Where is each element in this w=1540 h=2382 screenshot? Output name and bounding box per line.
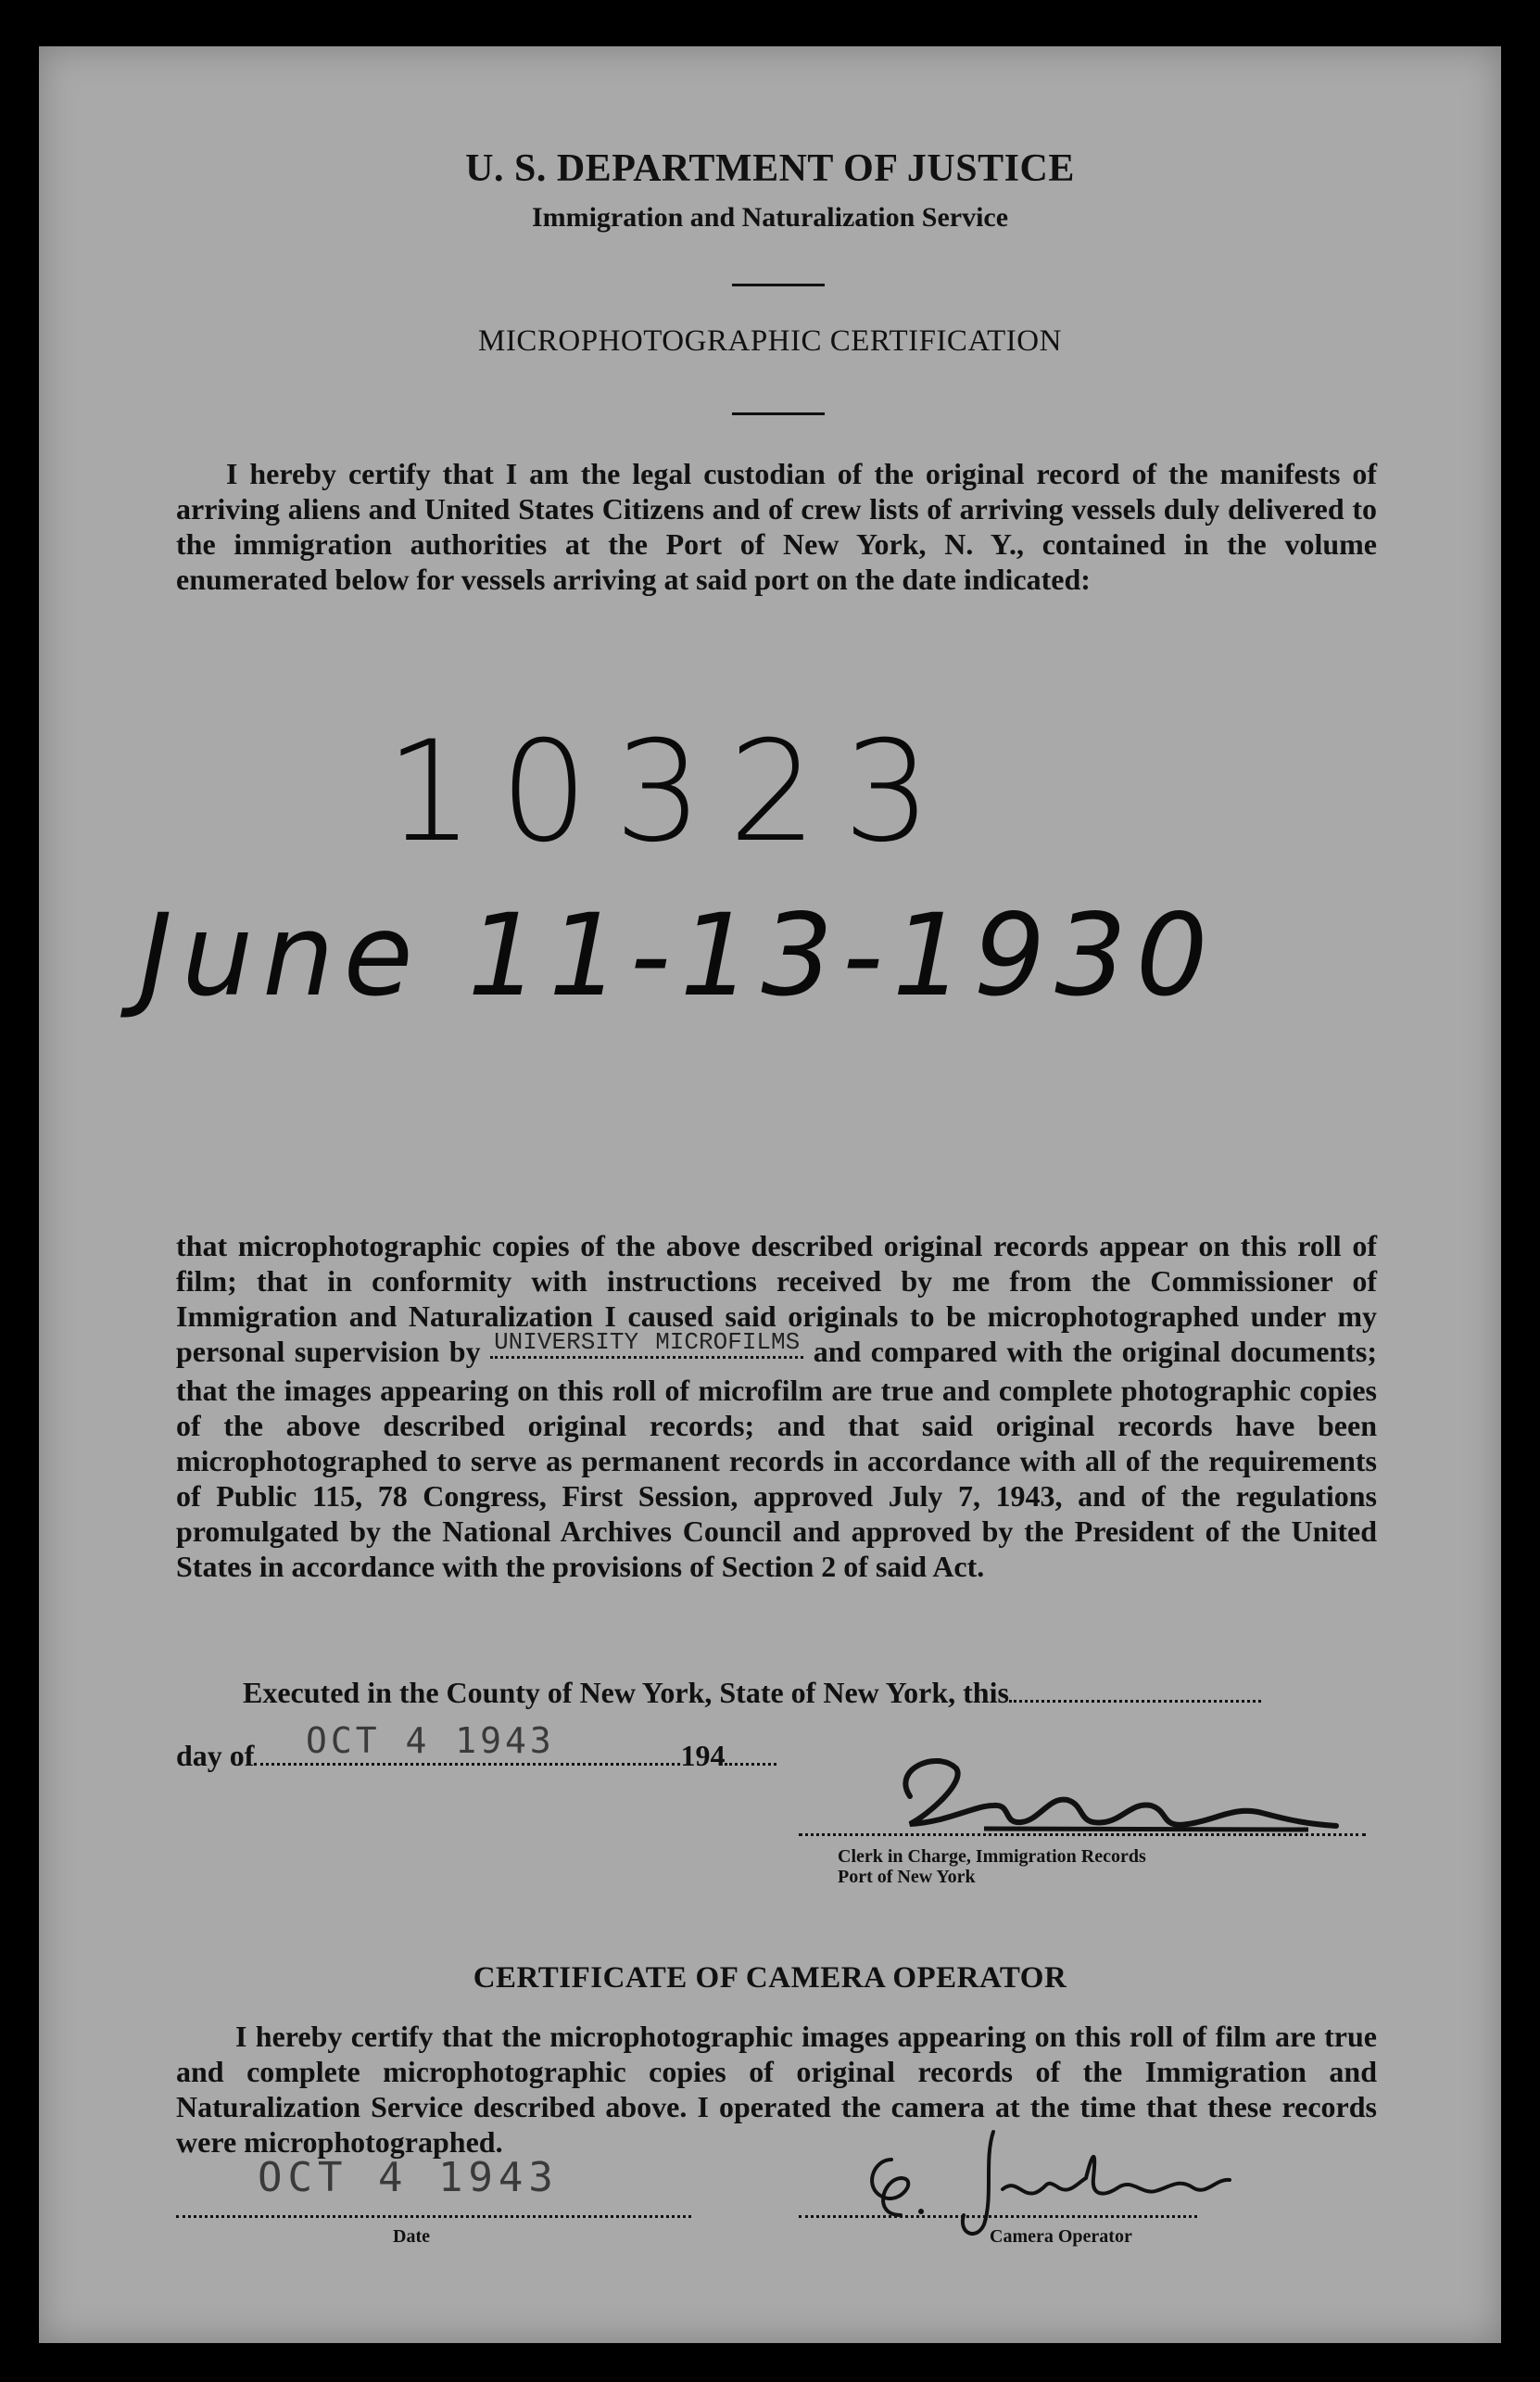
date-label: Date [393, 2226, 430, 2247]
service-subtitle: Immigration and Naturalization Service [531, 202, 1009, 233]
day-of-label: day of [176, 1739, 255, 1772]
divider-rule [732, 284, 825, 286]
custodian-paragraph: I hereby certify that I am the legal custodian of the original record of the manifests of arriving aliens and United States Citizens and of crew lists of arriving vessels duly delivered to the immigration authorities at the Port of New York, N. Y., contained in the volume enumerated below for vessels arriving at said port on the date indicated: [176, 457, 1377, 596]
dotted-fill [1009, 1678, 1261, 1703]
executed-text: Executed in the County of New York, State of New York, this [243, 1676, 1009, 1709]
certificate-document [39, 46, 1501, 2343]
date-line [176, 2215, 691, 2218]
operator-signature [854, 2122, 1243, 2243]
divider-rule [732, 412, 825, 415]
camera-operator-label: Camera Operator [990, 2226, 1132, 2247]
department-title: U. S. DEPARTMENT OF JUSTICE [465, 147, 1075, 190]
clerk-title-line2: Port of New York [838, 1867, 976, 1887]
year-prefix: 194 [680, 1739, 726, 1772]
clerk-signature [873, 1741, 1355, 1843]
handwritten-roll-number: 10323 [385, 712, 958, 873]
camera-operator-paragraph: I hereby certify that the microphotographic images appearing on this roll of film are true and complete microphotographic copies of original records of the Immigration and Naturalization Service described above. I operated the camera at the time that these records were microphotographed. [176, 2020, 1377, 2159]
execution-date-stamp: OCT 4 1943 [306, 1720, 555, 1761]
dotted-fill [725, 1741, 776, 1766]
microfilm-paragraph [176, 1228, 1377, 1584]
operator-date-stamp: OCT 4 1943 [258, 2154, 559, 2201]
filmed-by-typed: UNIVERSITY MICROFILMS [490, 1328, 803, 1359]
clerk-title-line1: Clerk in Charge, Immigration Records [838, 1846, 1146, 1867]
microfilm-paragraph-part2: and compared with the original documents; that the images appearing on this roll of microfilm are true and complete photographic copies of the above described original records; and that said original records have been microphotographed to serve as permanent records in accordance with all of the requirements of Public 115, 78 Congress, First Session, approved July 7, 1943, and of the regulations promulgated by the National Archives Council and approved by the President of the United States in accordance with the provisions of Section 2 of said Act. [176, 1335, 1377, 1583]
camera-operator-title: CERTIFICATE OF CAMERA OPERATOR [473, 1961, 1067, 1995]
handwritten-date-range: June 11-13-1930 [139, 890, 1218, 1021]
executed-line [243, 1676, 1261, 1710]
microfilm-paragraph-part1: that microphotographic copies of the above described original records appear on this roll of film; that in conformity with instructions received by me from the Commissioner of Immigration and Naturalization I caused said originals to be microphotographed under my personal supervision by [176, 1229, 1377, 1368]
certification-title: MICROPHOTOGRAPHIC CERTIFICATION [478, 324, 1062, 358]
